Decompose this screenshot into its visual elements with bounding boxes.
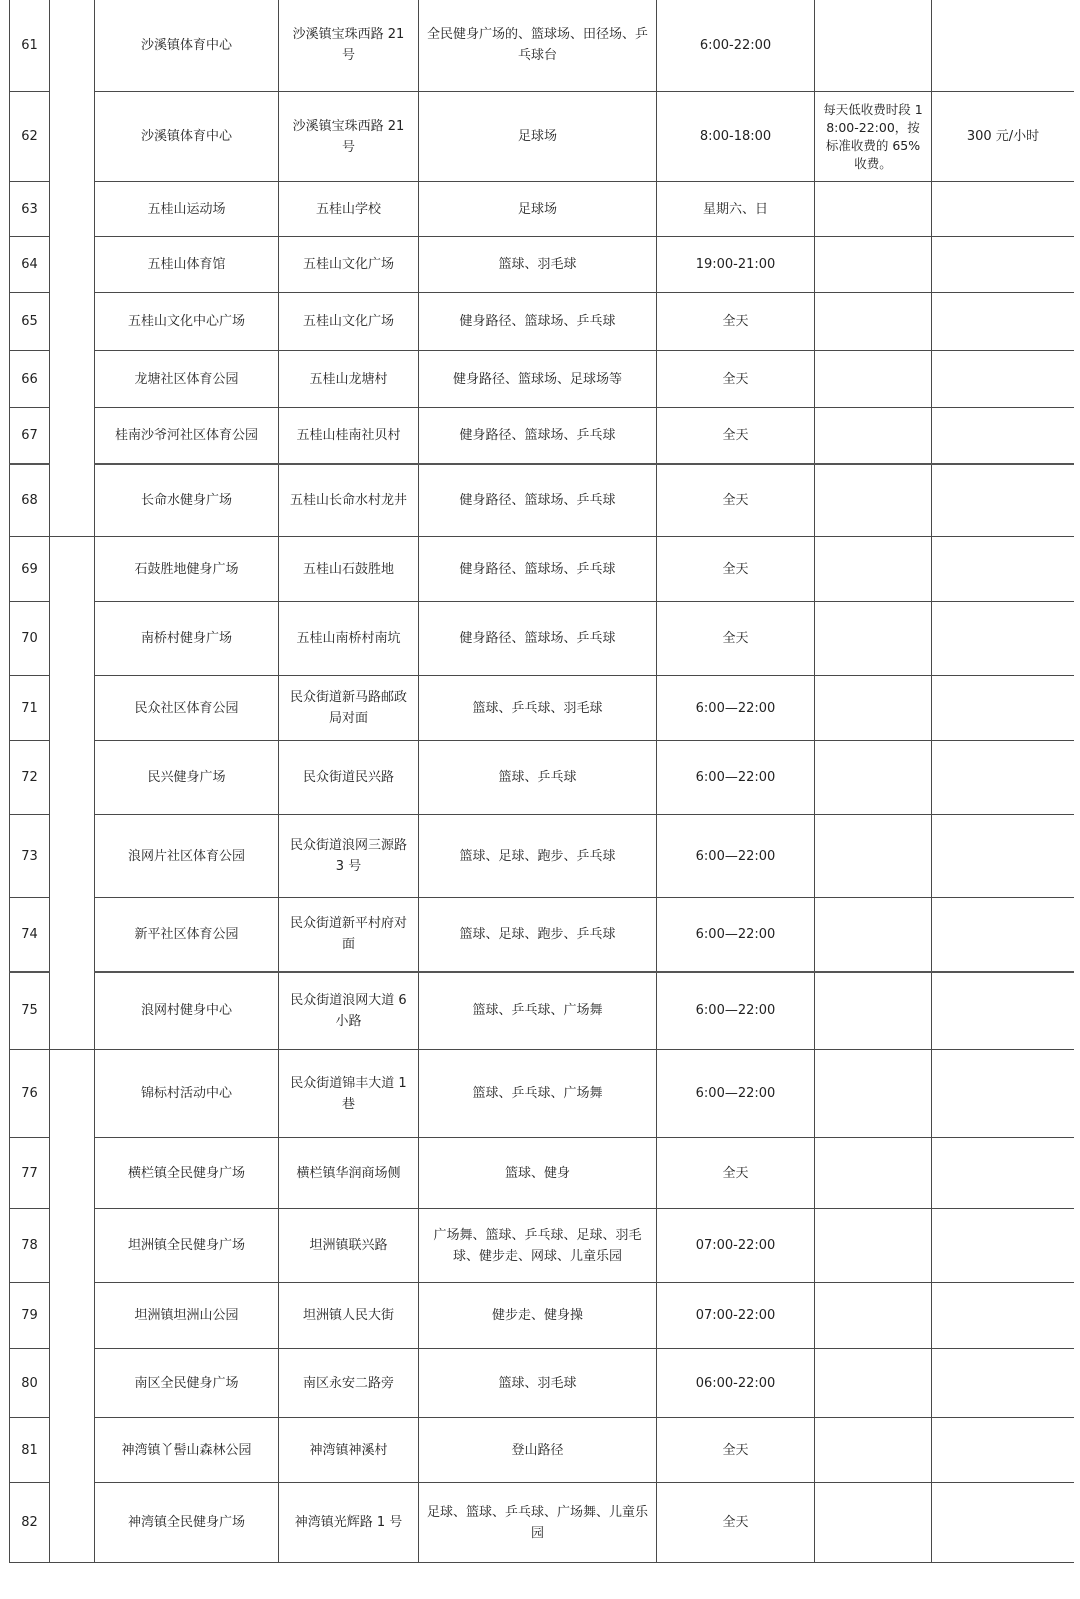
fee-note-cell bbox=[815, 1050, 932, 1138]
address-cell: 民众街道新平村府对面 bbox=[279, 898, 419, 972]
open-hours-cell: 07:00-22:00 bbox=[657, 1283, 815, 1349]
fee-cell bbox=[932, 815, 1075, 898]
facilities-cell: 篮球、羽毛球 bbox=[419, 237, 657, 293]
fee-cell bbox=[932, 408, 1075, 464]
facilities-cell: 健身路径、篮球场、乒乓球 bbox=[419, 464, 657, 537]
venue-name-cell: 龙塘社区体育公园 bbox=[95, 351, 279, 408]
fee-note-cell bbox=[815, 293, 932, 351]
address-cell: 沙溪镇宝珠西路 21 号 bbox=[279, 92, 419, 182]
row-number-cell: 64 bbox=[10, 237, 50, 293]
facilities-cell: 健步走、健身操 bbox=[419, 1283, 657, 1349]
fee-cell bbox=[932, 464, 1075, 537]
fee-cell bbox=[932, 1209, 1075, 1283]
fee-note-cell bbox=[815, 898, 932, 972]
open-hours-cell: 6:00—22:00 bbox=[657, 972, 815, 1050]
open-hours-cell: 6:00—22:00 bbox=[657, 676, 815, 741]
facilities-cell: 篮球、乒乓球、羽毛球 bbox=[419, 676, 657, 741]
fee-note-cell bbox=[815, 464, 932, 537]
fee-cell bbox=[932, 602, 1075, 676]
row-number-cell: 68 bbox=[10, 464, 50, 537]
fee-note-cell: 每天低收费时段 18:00-22:00，按标准收费的 65%收费。 bbox=[815, 92, 932, 182]
venue-name-cell: 神湾镇全民健身广场 bbox=[95, 1483, 279, 1563]
address-cell: 民众街道锦丰大道 1 巷 bbox=[279, 1050, 419, 1138]
open-hours-cell: 06:00-22:00 bbox=[657, 1349, 815, 1418]
open-hours-cell: 星期六、日 bbox=[657, 182, 815, 237]
table-row bbox=[10, 602, 1075, 676]
group-cell bbox=[50, 537, 95, 1050]
fee-cell bbox=[932, 293, 1075, 351]
fee-cell bbox=[932, 1138, 1075, 1209]
row-number-cell: 73 bbox=[10, 815, 50, 898]
row-number-cell: 77 bbox=[10, 1138, 50, 1209]
venue-name-cell: 桂南沙爷河社区体育公园 bbox=[95, 408, 279, 464]
facilities-cell: 广场舞、篮球、乒乓球、足球、羽毛球、健步走、网球、儿童乐园 bbox=[419, 1209, 657, 1283]
table-row bbox=[10, 351, 1075, 408]
table-row bbox=[10, 1349, 1075, 1418]
venue-name-cell: 锦标村活动中心 bbox=[95, 1050, 279, 1138]
open-hours-cell: 全天 bbox=[657, 408, 815, 464]
table-row bbox=[10, 408, 1075, 464]
fee-cell bbox=[932, 1283, 1075, 1349]
facilities-cell: 健身路径、篮球场、乒乓球 bbox=[419, 602, 657, 676]
open-hours-cell: 6:00—22:00 bbox=[657, 741, 815, 815]
fee-cell bbox=[932, 237, 1075, 293]
row-number-cell: 61 bbox=[10, 0, 50, 92]
fee-cell bbox=[932, 972, 1075, 1050]
fee-cell bbox=[932, 1349, 1075, 1418]
fee-cell: 300 元/小时 bbox=[932, 92, 1075, 182]
open-hours-cell: 全天 bbox=[657, 1483, 815, 1563]
row-number-cell: 69 bbox=[10, 537, 50, 602]
open-hours-cell: 8:00-18:00 bbox=[657, 92, 815, 182]
row-number-cell: 74 bbox=[10, 898, 50, 972]
fee-cell bbox=[932, 1483, 1075, 1563]
address-cell: 民众街道浪网三源路 3 号 bbox=[279, 815, 419, 898]
address-cell: 民众街道民兴路 bbox=[279, 741, 419, 815]
address-cell: 五桂山长命水村龙井 bbox=[279, 464, 419, 537]
venue-name-cell: 坦洲镇坦洲山公园 bbox=[95, 1283, 279, 1349]
row-number-cell: 75 bbox=[10, 972, 50, 1050]
row-number-cell: 67 bbox=[10, 408, 50, 464]
open-hours-cell: 19:00-21:00 bbox=[657, 237, 815, 293]
table-row bbox=[10, 741, 1075, 815]
open-hours-cell: 全天 bbox=[657, 293, 815, 351]
open-hours-cell: 6:00—22:00 bbox=[657, 815, 815, 898]
fee-note-cell bbox=[815, 1483, 932, 1563]
page-edge bbox=[1074, 0, 1080, 1599]
open-hours-cell: 全天 bbox=[657, 1418, 815, 1483]
fee-note-cell bbox=[815, 1209, 932, 1283]
address-cell: 横栏镇华润商场侧 bbox=[279, 1138, 419, 1209]
venue-name-cell: 坦洲镇全民健身广场 bbox=[95, 1209, 279, 1283]
table-row bbox=[10, 182, 1075, 237]
fee-note-cell bbox=[815, 972, 932, 1050]
facilities-cell: 足球、篮球、乒乓球、广场舞、儿童乐园 bbox=[419, 1483, 657, 1563]
table-row bbox=[10, 815, 1075, 898]
facilities-cell: 篮球、羽毛球 bbox=[419, 1349, 657, 1418]
group-cell bbox=[50, 0, 95, 537]
venue-name-cell: 民兴健身广场 bbox=[95, 741, 279, 815]
table-row bbox=[10, 537, 1075, 602]
open-hours-cell: 全天 bbox=[657, 351, 815, 408]
fee-cell bbox=[932, 1050, 1075, 1138]
fee-note-cell bbox=[815, 1418, 932, 1483]
address-cell: 五桂山学校 bbox=[279, 182, 419, 237]
table-row bbox=[10, 1138, 1075, 1209]
table-row bbox=[10, 237, 1075, 293]
facilities-cell: 全民健身广场的、篮球场、田径场、乒乓球台 bbox=[419, 0, 657, 92]
table-row bbox=[10, 1050, 1075, 1138]
facilities-cell: 健身路径、篮球场、乒乓球 bbox=[419, 408, 657, 464]
facilities-cell: 篮球、乒乓球 bbox=[419, 741, 657, 815]
venue-name-cell: 沙溪镇体育中心 bbox=[95, 0, 279, 92]
venue-name-cell: 浪网片社区体育公园 bbox=[95, 815, 279, 898]
facilities-cell: 篮球、乒乓球、广场舞 bbox=[419, 1050, 657, 1138]
row-number-cell: 72 bbox=[10, 741, 50, 815]
row-number-cell: 82 bbox=[10, 1483, 50, 1563]
open-hours-cell: 全天 bbox=[657, 602, 815, 676]
table-row bbox=[10, 92, 1075, 182]
row-number-cell: 66 bbox=[10, 351, 50, 408]
open-hours-cell: 全天 bbox=[657, 537, 815, 602]
venue-name-cell: 南桥村健身广场 bbox=[95, 602, 279, 676]
open-hours-cell: 07:00-22:00 bbox=[657, 1209, 815, 1283]
table-row bbox=[10, 898, 1075, 972]
facilities-cell: 篮球、足球、跑步、乒乓球 bbox=[419, 815, 657, 898]
table-row bbox=[10, 1483, 1075, 1563]
fee-cell bbox=[932, 351, 1075, 408]
fee-note-cell bbox=[815, 1283, 932, 1349]
facilities-cell: 足球场 bbox=[419, 182, 657, 237]
fee-note-cell bbox=[815, 351, 932, 408]
table-row bbox=[10, 464, 1075, 537]
open-hours-cell: 全天 bbox=[657, 464, 815, 537]
venue-name-cell: 横栏镇全民健身广场 bbox=[95, 1138, 279, 1209]
open-hours-cell: 6:00—22:00 bbox=[657, 898, 815, 972]
row-number-cell: 63 bbox=[10, 182, 50, 237]
venue-name-cell: 沙溪镇体育中心 bbox=[95, 92, 279, 182]
address-cell: 坦洲镇联兴路 bbox=[279, 1209, 419, 1283]
venue-name-cell: 神湾镇丫髻山森林公园 bbox=[95, 1418, 279, 1483]
facilities-cell: 篮球、足球、跑步、乒乓球 bbox=[419, 898, 657, 972]
open-hours-cell: 6:00—22:00 bbox=[657, 1050, 815, 1138]
facilities-cell: 篮球、乒乓球、广场舞 bbox=[419, 972, 657, 1050]
fee-note-cell bbox=[815, 676, 932, 741]
address-cell: 五桂山桂南社贝村 bbox=[279, 408, 419, 464]
fee-note-cell bbox=[815, 408, 932, 464]
fee-cell bbox=[932, 1418, 1075, 1483]
venue-table bbox=[9, 0, 1075, 1563]
group-cell bbox=[50, 1050, 95, 1563]
venue-name-cell: 浪网村健身中心 bbox=[95, 972, 279, 1050]
table-row bbox=[10, 676, 1075, 741]
fee-note-cell bbox=[815, 815, 932, 898]
venue-name-cell: 五桂山运动场 bbox=[95, 182, 279, 237]
venue-name-cell: 五桂山文化中心广场 bbox=[95, 293, 279, 351]
table-row bbox=[10, 1418, 1075, 1483]
address-cell: 南区永安二路旁 bbox=[279, 1349, 419, 1418]
fee-note-cell bbox=[815, 741, 932, 815]
fee-cell bbox=[932, 537, 1075, 602]
venue-name-cell: 五桂山体育馆 bbox=[95, 237, 279, 293]
fee-cell bbox=[932, 676, 1075, 741]
address-cell: 五桂山文化广场 bbox=[279, 237, 419, 293]
address-cell: 民众街道新马路邮政局对面 bbox=[279, 676, 419, 741]
address-cell: 神湾镇光辉路 1 号 bbox=[279, 1483, 419, 1563]
row-number-cell: 78 bbox=[10, 1209, 50, 1283]
row-number-cell: 80 bbox=[10, 1349, 50, 1418]
fee-note-cell bbox=[815, 602, 932, 676]
fee-cell bbox=[932, 182, 1075, 237]
facilities-cell: 健身路径、篮球场、乒乓球 bbox=[419, 537, 657, 602]
table-row bbox=[10, 972, 1075, 1050]
row-number-cell: 71 bbox=[10, 676, 50, 741]
address-cell: 神湾镇神溪村 bbox=[279, 1418, 419, 1483]
venue-name-cell: 石鼓胜地健身广场 bbox=[95, 537, 279, 602]
open-hours-cell: 全天 bbox=[657, 1138, 815, 1209]
address-cell: 民众街道浪网大道 6 小路 bbox=[279, 972, 419, 1050]
row-number-cell: 65 bbox=[10, 293, 50, 351]
table-row bbox=[10, 1209, 1075, 1283]
venue-name-cell: 新平社区体育公园 bbox=[95, 898, 279, 972]
fee-cell bbox=[932, 0, 1075, 92]
facilities-cell: 健身路径、篮球场、乒乓球 bbox=[419, 293, 657, 351]
fee-note-cell bbox=[815, 1349, 932, 1418]
fee-cell bbox=[932, 898, 1075, 972]
row-number-cell: 70 bbox=[10, 602, 50, 676]
address-cell: 五桂山南桥村南坑 bbox=[279, 602, 419, 676]
venue-name-cell: 南区全民健身广场 bbox=[95, 1349, 279, 1418]
address-cell: 五桂山石鼓胜地 bbox=[279, 537, 419, 602]
address-cell: 五桂山文化广场 bbox=[279, 293, 419, 351]
fee-note-cell bbox=[815, 0, 932, 92]
open-hours-cell: 6:00-22:00 bbox=[657, 0, 815, 92]
row-number-cell: 81 bbox=[10, 1418, 50, 1483]
fee-note-cell bbox=[815, 1138, 932, 1209]
fee-cell bbox=[932, 741, 1075, 815]
address-cell: 坦洲镇人民大街 bbox=[279, 1283, 419, 1349]
address-cell: 五桂山龙塘村 bbox=[279, 351, 419, 408]
facilities-cell: 篮球、健身 bbox=[419, 1138, 657, 1209]
address-cell: 沙溪镇宝珠西路 21 号 bbox=[279, 0, 419, 92]
row-number-cell: 76 bbox=[10, 1050, 50, 1138]
fee-note-cell bbox=[815, 537, 932, 602]
venue-name-cell: 长命水健身广场 bbox=[95, 464, 279, 537]
fee-note-cell bbox=[815, 237, 932, 293]
facilities-cell: 足球场 bbox=[419, 92, 657, 182]
table-row bbox=[10, 1283, 1075, 1349]
row-number-cell: 79 bbox=[10, 1283, 50, 1349]
venue-name-cell: 民众社区体育公园 bbox=[95, 676, 279, 741]
facilities-cell: 健身路径、篮球场、足球场等 bbox=[419, 351, 657, 408]
fee-note-cell bbox=[815, 182, 932, 237]
table-row bbox=[10, 0, 1075, 92]
table-row bbox=[10, 293, 1075, 351]
facilities-cell: 登山路径 bbox=[419, 1418, 657, 1483]
row-number-cell: 62 bbox=[10, 92, 50, 182]
